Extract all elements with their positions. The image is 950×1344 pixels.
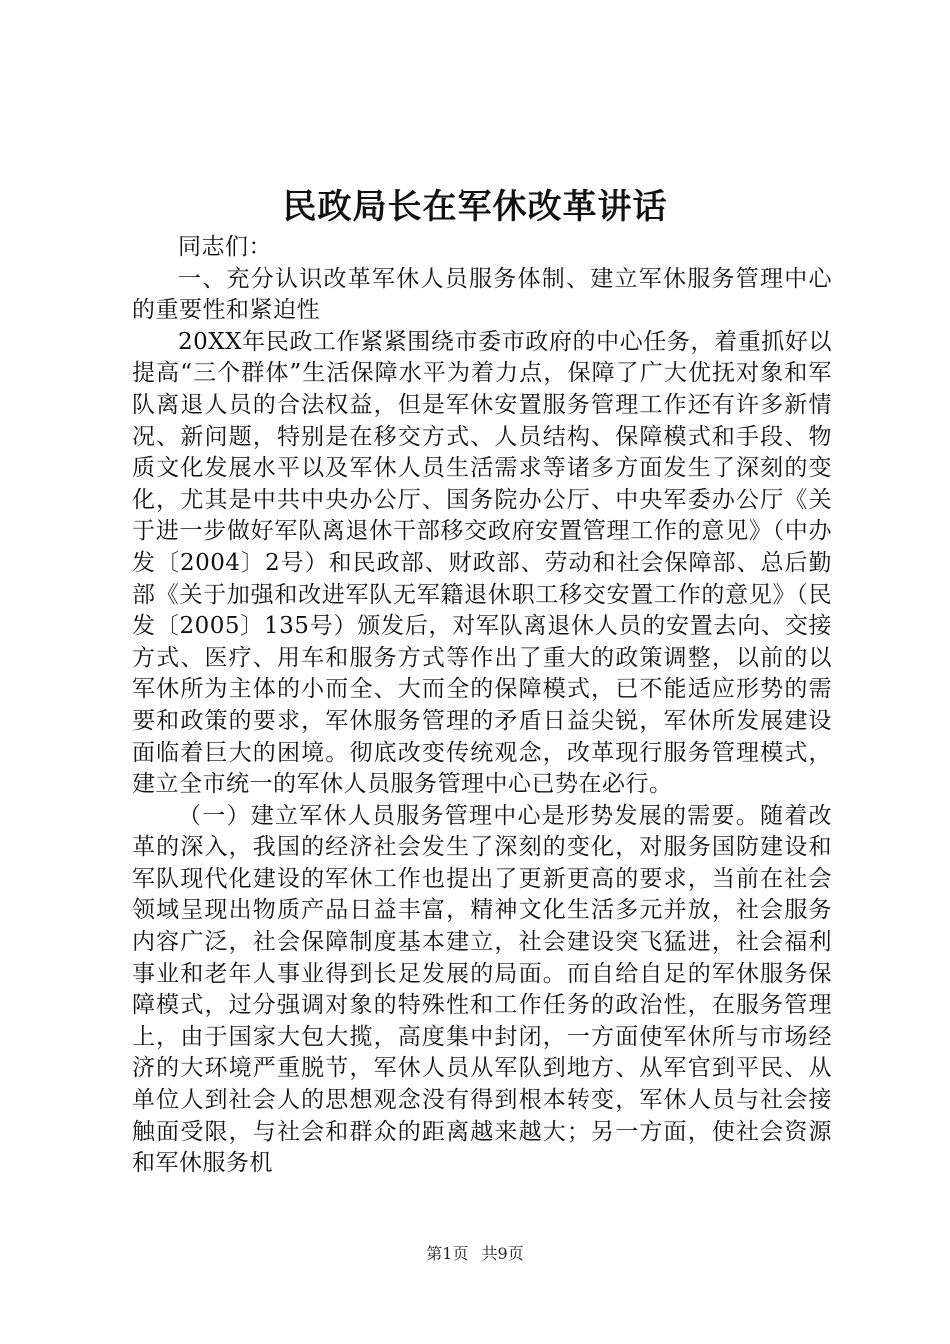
document-title: 民政局长在军休改革讲话: [282, 187, 668, 227]
page-total: 共9页: [481, 1244, 524, 1263]
page-number: 第1页: [426, 1244, 469, 1263]
salutation-paragraph: 同志们：: [178, 234, 272, 260]
section-heading-paragraph: 一、充分认识改革军休人员服务体制、建立军休服务管理中心的重要性和紧迫性: [132, 265, 832, 324]
document-body: [132, 232, 832, 1180]
page-footer: [0, 1243, 950, 1265]
body-paragraph: （一）建立军休人员服务管理中心是形势发展的需要。随着改革的深入，我国的经济社会发生了深刻的变化，对服务国防建设和军队现代化建设的军休工作也提出了更新更高的要求，当前在社会领域呈现出物质产品日益丰富，精神文化生活多元并放，社会服务内容广泛，社会保障制度基本建立，社会建设突飞猛进，社会福利事业和老年人事业得到长足发展的局面。而自给自足的军休服务保障模式，过分强调对象的特殊性和工作任务的政治性，在服务管理上，由于国家大包大揽，高度集中封闭，一方面使军休所与市场经济的大环境严重脱节，军休人员从军队到地方、从军官到平民、从单位人到社会人的思想观念没有得到根本转变，军休人员与社会接触面受限，与社会和群众的距离越来越大；另一方面，使社会资源和军休服务机: [132, 802, 832, 1177]
body-paragraph: 20XX年民政工作紧紧围绕市委市政府的中心任务，着重抓好以提高“三个群体”生活保障水平为着力点，保障了广大优抚对象和军队离退人员的合法权益，但是军休安置服务管理工作还有许多新情况、新问题，特别是在移交方式、人员结构、保障模式和手段、物质文化发展水平以及军休人员生活需求等诸多方面发生了深刻的变化，尤其是中共中央办公厅、国务院办公厅、中央军委办公厅《关于进一步做好军队离退休干部移交政府安置管理工作的意见》（中办发〔2004〕2号）和民政部、财政部、劳动和社会保障部、总后勤部《关于加强和改进军队无军籍退休职工移交安置工作的意见》（民发〔2005〕135号）颁发后，对军队离退休人员的安置去向、交接方式、医疗、用车和服务方式等作出了重大的政策调整，以前的以军休所为主体的小而全、大而全的保障模式，已不能适应形势的需要和政策的要求，军休服务管理的矛盾日益尖锐，军休所发展建设面临着巨大的困境。彻底改变传统观念，改革现行服务管理模式，建立全市统一的军休人员服务管理中心已势在必行。: [132, 328, 832, 798]
